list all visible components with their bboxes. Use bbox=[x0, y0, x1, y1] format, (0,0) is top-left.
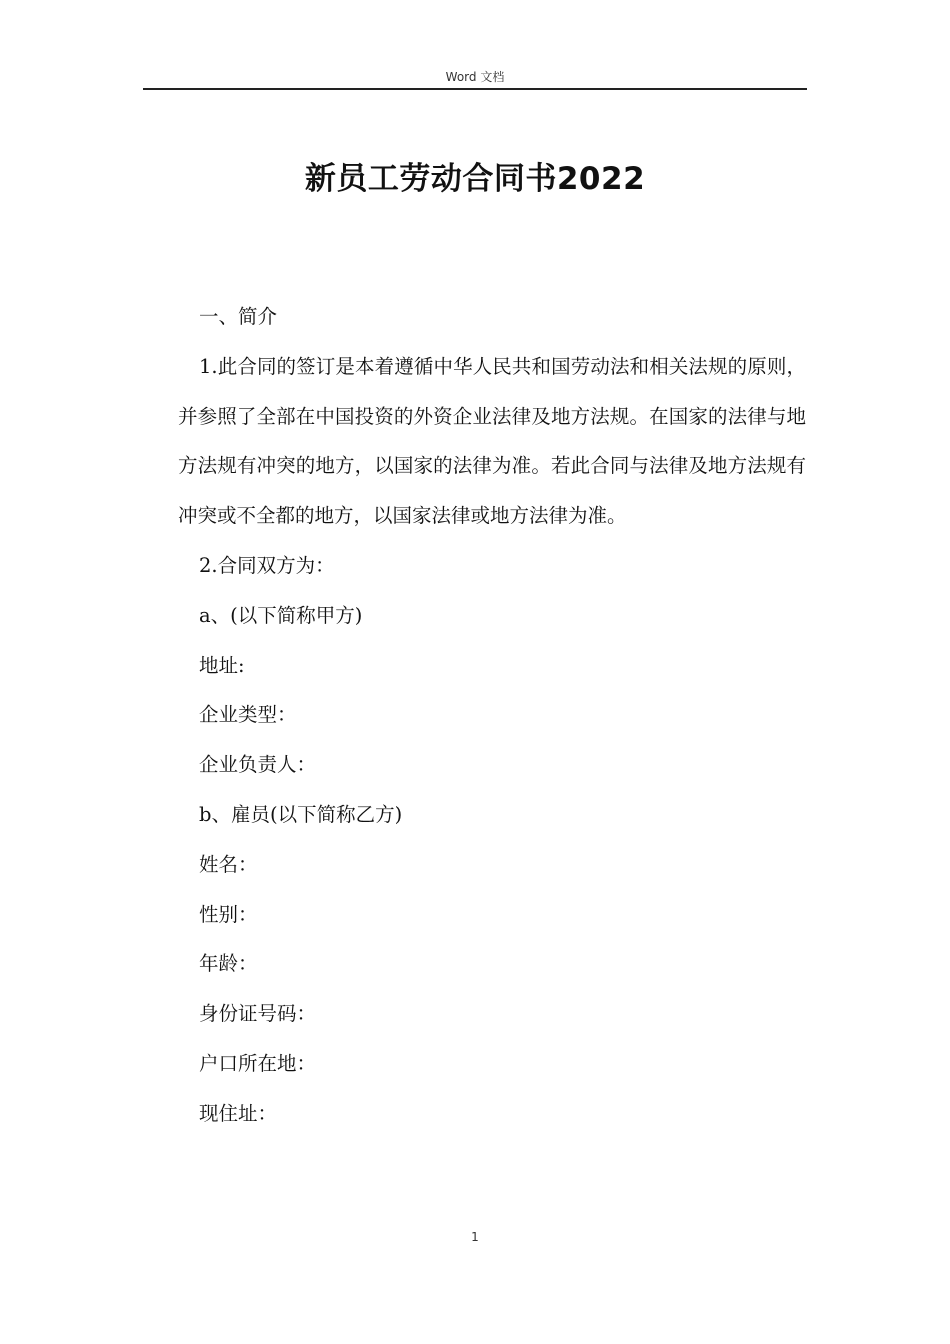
field-enterprise-head: 企业负责人： bbox=[199, 753, 317, 777]
field-current-address: 现住址： bbox=[199, 1101, 278, 1125]
party-a-line: a、(以下简称甲方) bbox=[199, 603, 363, 627]
document-body bbox=[178, 292, 806, 1139]
party-b-line: b、雇员(以下简称乙方) bbox=[199, 802, 403, 826]
page-number: 1 bbox=[471, 1230, 479, 1244]
section-heading: 一、简介 bbox=[199, 305, 278, 328]
page-header bbox=[143, 66, 807, 90]
document-title: 新员工劳动合同书2022 bbox=[304, 161, 646, 197]
field-name: 姓名： bbox=[199, 852, 258, 876]
field-age: 年龄： bbox=[199, 952, 258, 976]
header-text: Word 文档 bbox=[445, 70, 505, 84]
paragraph-clause-1: 1.此合同的签订是本着遵循中华人民共和国劳动法和相关法规的原则，并参照了全部在中国投资的外资企业法律及地方法规。在国家的法律与地方法规有冲突的地方，以国家的法律为准。若此合同与法律及地方法规有冲突或不全都的地方，以国家法律或地方法律为准。 bbox=[178, 354, 806, 528]
field-household-registration: 户口所在地： bbox=[199, 1051, 317, 1075]
field-id-number: 身份证号码： bbox=[199, 1002, 317, 1026]
paragraph-clause-2: 2.合同双方为： bbox=[199, 553, 335, 577]
field-gender: 性别： bbox=[199, 902, 258, 926]
field-enterprise-type: 企业类型： bbox=[199, 703, 297, 727]
field-address: 地址: bbox=[199, 653, 245, 677]
